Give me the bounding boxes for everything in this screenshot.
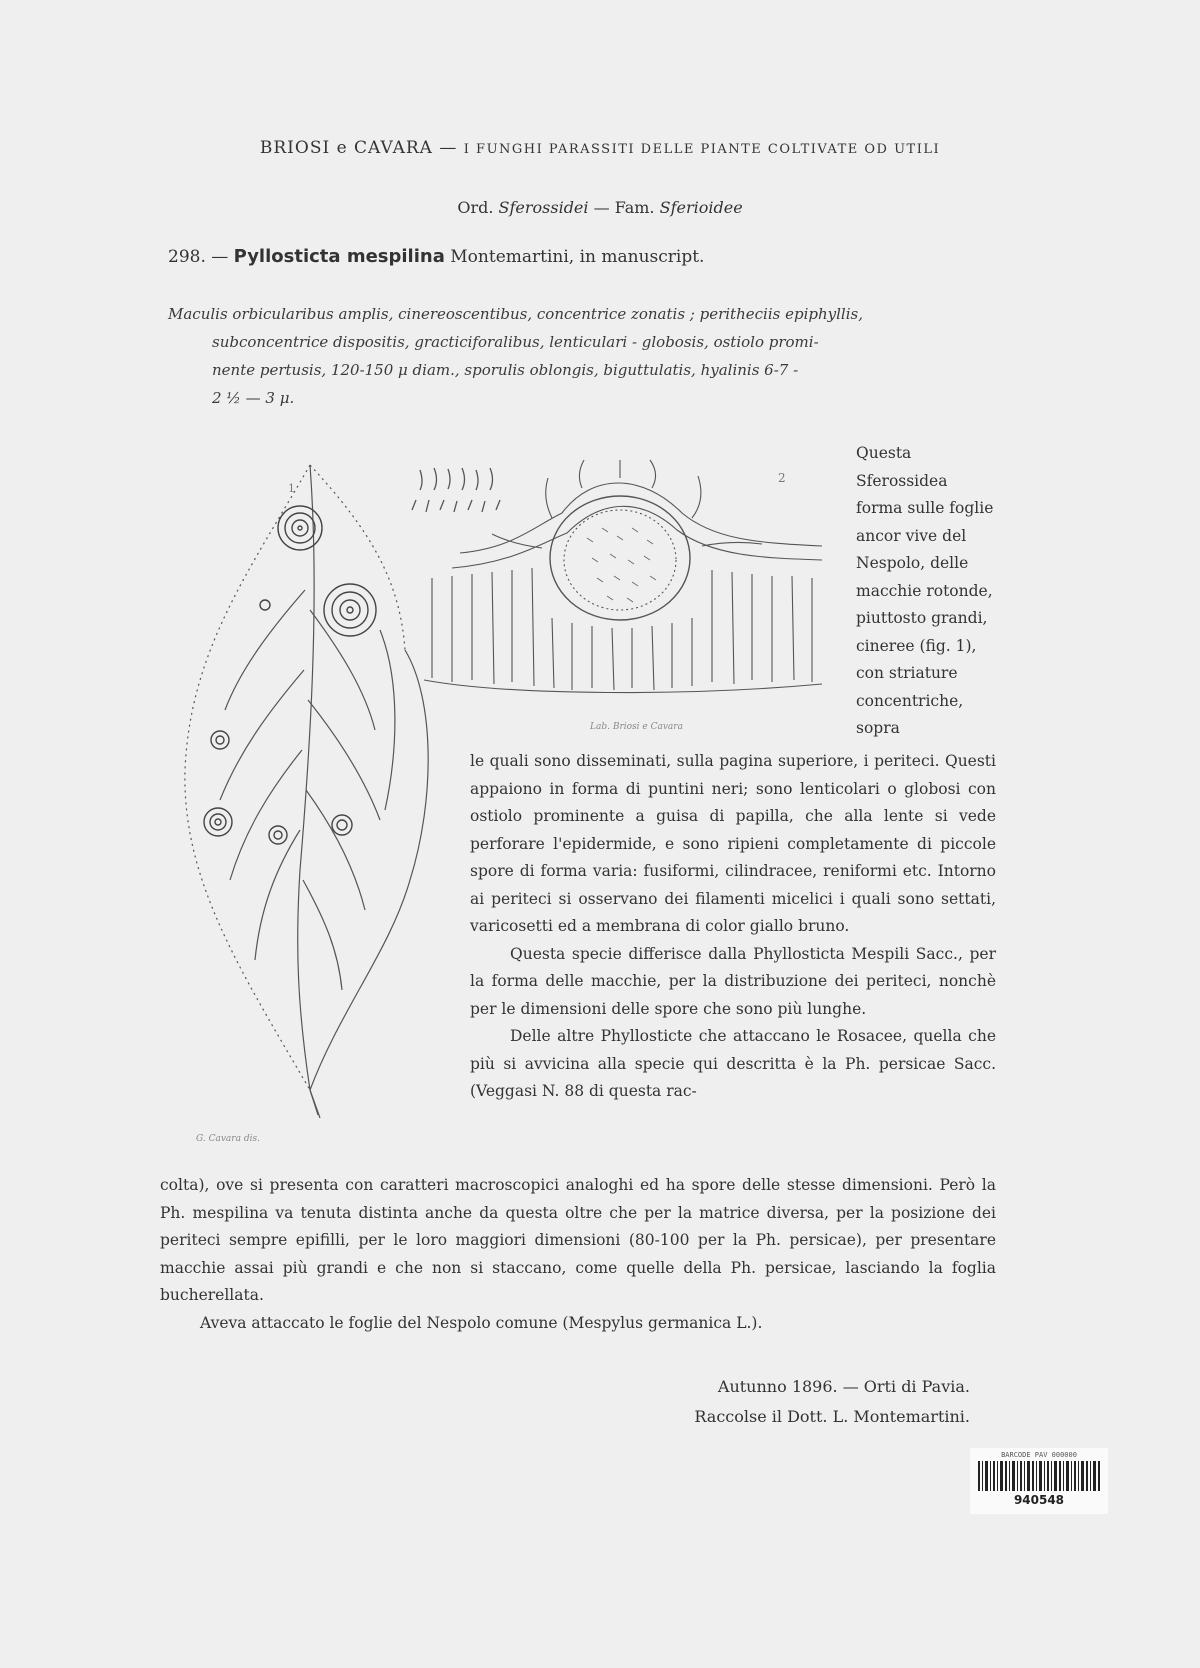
leaf-fig-label: 1 xyxy=(288,482,295,495)
body-text-wide-column xyxy=(160,1172,996,1337)
order-name: Sferossidei xyxy=(498,198,589,217)
collector: Raccolse il Dott. L. Montemartini. xyxy=(694,1407,970,1426)
entry-number: 298. xyxy=(168,247,206,267)
family-label: Fam. xyxy=(614,198,655,217)
latin-line: 2 ½ — 3 μ. xyxy=(212,389,295,407)
leaf-caption: G. Cavara dis. xyxy=(196,1134,260,1144)
family-name: Sferioidee xyxy=(659,198,743,217)
body-paragraph: Questa specie differisce dalla Phyllosticta Mespili Sacc., per la forma delle macchie, per la distribuzione dei periteci, nonchè per le dimensioni delle spore che sono più lunghe. xyxy=(470,944,996,1018)
leaf-spots xyxy=(204,506,376,844)
spores-sketch xyxy=(412,468,500,512)
taxonomy-line: Ord. Sferossidei — Fam. Sferioidee xyxy=(457,198,743,217)
barcode-icon xyxy=(978,1461,1100,1491)
species-authority: Montemartini, in manuscript. xyxy=(450,247,705,267)
body-paragraph: Aveva attaccato le foglie del Nespolo comune (Mespylus germanica L.). xyxy=(200,1313,763,1332)
latin-line: nente pertusis, 120-150 μ diam., sporulis oblongis, biguttulatis, hyalinis 6-7 - xyxy=(212,361,799,379)
barcode-label xyxy=(970,1448,1108,1514)
section-caption: Lab. Briosi e Cavara xyxy=(590,722,683,732)
running-head-title: I FUNGHI PARASSITI DELLE PIANTE COLTIVATE OD UTILI xyxy=(463,142,941,157)
latin-description xyxy=(168,300,998,412)
barcode-code: BARCODE PAV 000000 xyxy=(1001,1451,1077,1459)
collection-signoff xyxy=(620,1372,970,1432)
perithecium-section-illustration xyxy=(392,458,832,718)
order-label: Ord. xyxy=(457,198,494,217)
running-head xyxy=(0,138,1200,158)
collection-date-place: Autunno 1896. — Orti di Pavia. xyxy=(717,1377,970,1396)
body-text-mid-column xyxy=(470,748,996,1106)
body-text-narrow-column xyxy=(856,440,996,743)
latin-line: Maculis orbicularibus amplis, cinereoscentibus, concentrice zonatis ; peritheciis epiphyllis, xyxy=(168,305,863,323)
latin-line: subconcentrice dispositis, gracticiforalibus, lenticulari - globosis, ostiolo promi- xyxy=(212,333,819,351)
body-paragraph: Delle altre Phyllosticte che attaccano le Rosacee, quella che più si avvicina alla specie qui descritta è la Ph. persicae Sacc. (Veggasi N. 88 di questa rac- xyxy=(470,1027,996,1100)
body-paragraph: Questa Sferossidea forma sulle foglie ancor vive del Nespolo, delle macchie rotonde, piuttosto grandi, cineree (fig. 1), con striature concentriche, sopra xyxy=(856,444,994,737)
species-name: Pyllosticta mespilina xyxy=(233,246,445,267)
entry-title: 298. — Pyllosticta mespilina Montemartini, in manuscript. xyxy=(168,246,705,267)
barcode-number: 940548 xyxy=(1013,1493,1065,1507)
running-head-authors: BRIOSI e CAVARA xyxy=(259,138,433,158)
body-paragraph: colta), ove si presenta con caratteri macroscopici analoghi ed ha spore delle stesse dimensioni. Però la Ph. mespilina va tenuta distinta anche da questa oltre che per la matrice diversa, per la posizione dei periteci sempre epifilli, per le loro maggiori dimensioni (80-100 per la Ph. persicae), per presentare macchie assai più grandi e che non si staccano, come quelle della Ph. persicae, lasciando la foglia bucherellata. xyxy=(160,1176,996,1304)
section-fig-label: 2 xyxy=(778,471,786,485)
body-paragraph: le quali sono disseminati, sulla pagina superiore, i periteci. Questi appaiono in forma di puntini neri; sono lenticolari o globosi con ostiolo prominente a guisa di papilla, che alla lente si vede perforare l'epidermide, e sono ripieni completamente di piccole spore di forma varia: fusiformi, cilindracee, reniformi etc. Intorno ai periteci si osservano dei filamenti micelici i quali sono settati, varicosetti ed a membrana di color giallo bruno. xyxy=(470,752,996,935)
running-head-dash: — xyxy=(439,138,458,158)
